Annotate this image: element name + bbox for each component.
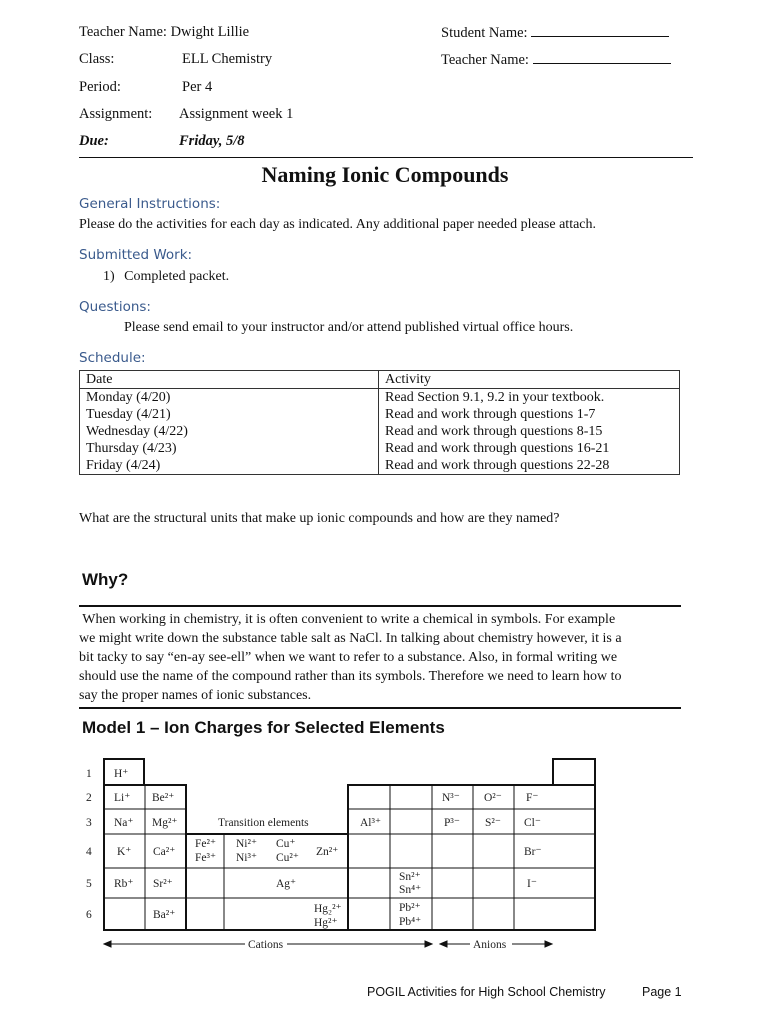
ion-fe2: Fe²⁺ — [195, 838, 217, 850]
schedule-date: Thursday (4/23) — [80, 440, 379, 457]
class-value: ELL Chemistry — [182, 51, 273, 67]
transition-label: Transition elements — [218, 817, 309, 829]
row-number: 1 — [86, 768, 92, 780]
ion-fe3: Fe³⁺ — [195, 852, 217, 864]
assignment-label: Assignment: — [79, 106, 153, 122]
ion-hg1: Hg₂²⁺ — [314, 903, 342, 915]
teacher-name-label-right: Teacher Name: — [441, 52, 529, 68]
row-number: 4 — [86, 846, 92, 858]
ion-ba: Ba²⁺ — [153, 909, 176, 921]
submitted-work-heading: Submitted Work: — [79, 247, 193, 263]
schedule-date: Tuesday (4/21) — [80, 406, 379, 423]
why-line: When working in chemistry, it is often convenient to write a chemical in symbols. For example — [79, 612, 616, 627]
ion-rb: Rb⁺ — [114, 878, 134, 890]
page-title: Naming Ionic Compounds — [261, 162, 509, 187]
row-number: 6 — [86, 909, 92, 921]
ion-cu2: Cu²⁺ — [276, 852, 299, 864]
arrow-left-icon — [104, 941, 111, 947]
row-number: 2 — [86, 792, 92, 804]
ion-cl: Cl⁻ — [524, 817, 541, 829]
ion-al: Al³⁺ — [360, 817, 382, 829]
student-name-label: Student Name: — [441, 25, 528, 41]
ion-s: S²⁻ — [485, 817, 501, 829]
ion-sr: Sr²⁺ — [153, 878, 173, 890]
schedule-col-activity: Activity — [379, 371, 680, 389]
ion-br: Br⁻ — [524, 846, 542, 858]
arrow-right-icon — [425, 941, 432, 947]
ion-be: Be²⁺ — [152, 792, 175, 804]
submitted-item-number: 1) — [103, 269, 115, 284]
ion-pb4: Pb⁴⁺ — [399, 916, 422, 928]
ion-k: K⁺ — [117, 846, 132, 858]
ion-o: O²⁻ — [484, 792, 502, 804]
footer-source: POGIL Activities for High School Chemistry — [367, 985, 606, 999]
schedule-date: Friday (4/24) — [80, 457, 379, 475]
due-value: Friday, 5/8 — [179, 133, 245, 149]
ion-p: P³⁻ — [444, 817, 460, 829]
ion-ag: Ag⁺ — [276, 878, 297, 890]
teacher-name-label: Teacher Name: — [79, 24, 167, 40]
general-instructions-text: Please do the activities for each day as indicated. Any additional paper needed please attach. — [79, 217, 597, 232]
ion-n: N³⁻ — [442, 792, 460, 804]
schedule-activity: Read Section 9.1, 9.2 in your textbook. — [379, 389, 680, 407]
ion-i: I⁻ — [527, 878, 537, 890]
question-prompt: What are the structural units that make up ionic compounds and how are they named? — [79, 511, 560, 526]
schedule-heading: Schedule: — [79, 350, 146, 366]
general-instructions-heading: General Instructions: — [79, 196, 221, 212]
schedule-col-date: Date — [80, 371, 379, 389]
ion-hg2: Hg²⁺ — [314, 917, 338, 929]
schedule-activity: Read and work through questions 1-7 — [379, 406, 680, 423]
ion-zn: Zn²⁺ — [316, 846, 339, 858]
schedule-activity: Read and work through questions 22-28 — [379, 457, 680, 475]
schedule-date: Wednesday (4/22) — [80, 423, 379, 440]
ion-sn4: Sn⁴⁺ — [399, 884, 422, 896]
cell-noble — [553, 759, 595, 785]
footer-page: Page 1 — [642, 985, 682, 999]
questions-heading: Questions: — [79, 299, 151, 315]
teacher-name-value: Dwight Lillie — [170, 24, 250, 40]
schedule-activity: Read and work through questions 16-21 — [379, 440, 680, 457]
ion-h: H⁺ — [114, 768, 129, 780]
schedule-activity: Read and work through questions 8-15 — [379, 423, 680, 440]
row-number: 3 — [86, 817, 92, 829]
row-number: 5 — [86, 878, 92, 890]
why-line: we might write down the substance table salt as NaCl. In talking about chemistry however, it is a — [79, 631, 622, 646]
assignment-value: Assignment week 1 — [179, 106, 294, 122]
period-label: Period: — [79, 79, 121, 95]
why-title: Why? — [82, 570, 129, 589]
p-block — [348, 785, 595, 930]
ion-f: F⁻ — [526, 792, 539, 804]
why-line: should use the name of the compound rather than its symbols. Therefore we need to learn how to — [79, 669, 622, 684]
ion-na: Na⁺ — [114, 817, 134, 829]
ion-cu1: Cu⁺ — [276, 838, 296, 850]
ion-ni2: Ni²⁺ — [236, 838, 258, 850]
ion-ni3: Ni³⁺ — [236, 852, 258, 864]
submitted-item-text: Completed packet. — [124, 269, 230, 284]
ion-sn2: Sn²⁺ — [399, 871, 421, 883]
arrow-left-icon — [440, 941, 447, 947]
why-line: bit tacky to say “en-ay see-ell” when we want to refer to a substance. Also, in formal writing we — [79, 650, 618, 665]
model-title: Model 1 – Ion Charges for Selected Elements — [82, 718, 445, 737]
questions-text: Please send email to your instructor and/or attend published virtual office hours. — [124, 320, 574, 335]
ion-mg: Mg²⁺ — [152, 817, 178, 829]
schedule-date: Monday (4/20) — [80, 389, 379, 407]
arrow-right-icon — [545, 941, 552, 947]
period-value: Per 4 — [182, 79, 213, 95]
why-line: say the proper names of ionic substances. — [79, 688, 312, 703]
due-label: Due: — [79, 133, 109, 149]
ion-ca: Ca²⁺ — [153, 846, 176, 858]
ion-li: Li⁺ — [114, 792, 131, 804]
ion-pb2: Pb²⁺ — [399, 902, 421, 914]
anions-label: Anions — [473, 939, 507, 951]
class-label: Class: — [79, 51, 115, 67]
cations-label: Cations — [248, 939, 284, 951]
